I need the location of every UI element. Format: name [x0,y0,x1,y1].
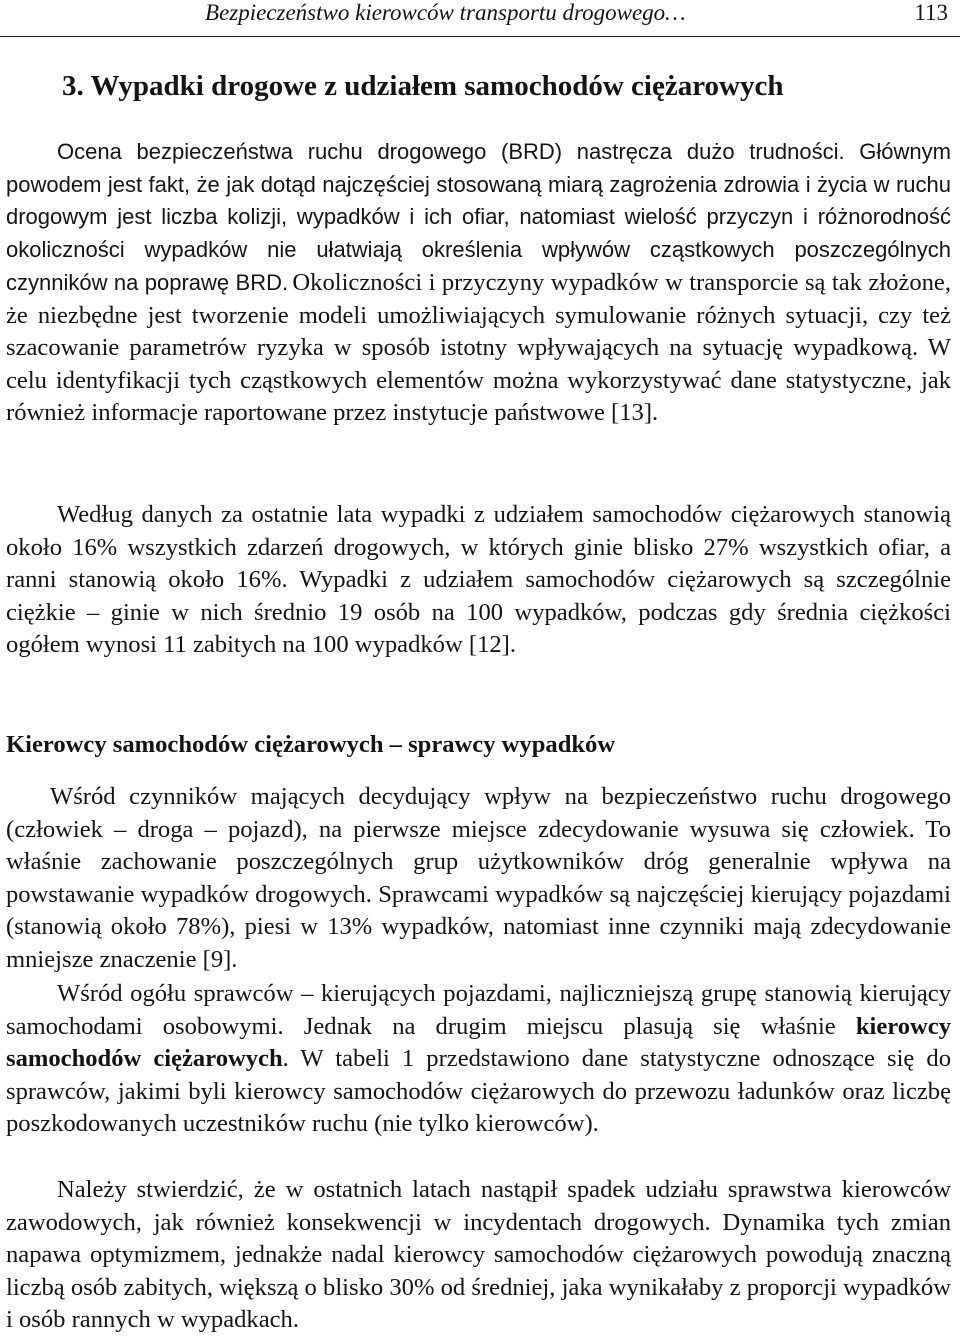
paragraph-intro-sans-text: Ocena bezpieczeństwa ruchu drogowego (BRD) nastręcza dużo trudności. Głównym powodem jest fakt, że jak dotąd najczęściej stosowaną miarą zagrożenia zdrowia i życia w ruchu drogowym jest liczba kolizji, wypadków i ich ofiar, natomiast wielość przyczyn i różnorodność okoliczności wypadków nie ułatwiają określenia wpływów cząstkowych poszczególnych czynników na poprawę BRD. [6,139,951,295]
paragraph-human-factor: Wśród czynników mających decydujący wpływ na bezpieczeństwo ruchu drogowego (człowiek – droga – pojazd), na pierwsze miejsce zdecydowanie wysuwa się człowiek. To właśnie zachowanie poszczególnych grup użytkowników dróg generalnie wpływa na powstawanie wypadków drogowych. Sprawcami wypadków są najczęściej kierujący pojazdami (stanowią około 78%), piesi w 13% wypadków, natomiast inne czynniki mają zdecydowanie mniejsze znaczenie [9]. [6,783,951,973]
paragraph-truck-drivers [6,978,951,1141]
paragraph-truck-drivers-rest: . W tabeli 1 przedstawiono dane statystyczne odnoszące się do sprawców, jakimi byli kierowcy samochodów ciężarowych do przewozu ładunków oraz liczbę poszkodowanych uczestników ruchu (nie tylko kierowców). [6,1045,951,1138]
paragraph-conclusion: Należy stwierdzić, że w ostatnich latach nastąpił spadek udziału sprawstwa kierowców zawodowych, jak również konsekwencji w incydentach drogowych. Dynamika tych zmian napawa optymizmem, jednakże nadal kierowcy samochodów ciężarowych powodują znaczną liczbą osób zabitych, większą o blisko 30% od średniej, jaka wynikałaby z proporcji wypadków i osób rannych w wypadkach. [6,1176,951,1334]
page-number: 113 [914,0,948,25]
section-title: 3. Wypadki drogowe z udziałem samochodów ciężarowych [62,70,784,102]
paragraph-intro-serif-text: Okoliczności i przyczyny wypadków w transporcie są tak złożone, że niezbędne jest tworzenie modeli umożliwiających symulowanie różnych sytuacji, czy też szacowanie parametrów ryzyka w sposób istotny wpływających na sytuację wypadkową. W celu identyfikacji tych cząstkowych elementów można wykorzystywać dane statystyczne, jak również informacje raportowane przez instytucje państwowe [13]. [6,268,951,427]
header-title: Bezpieczeństwo kierowców transportu drogowego… [205,0,686,25]
subsection-heading: Kierowcy samochodów ciężarowych – sprawcy wypadków [6,731,616,758]
paragraph-statistics: Według danych za ostatnie lata wypadki z udziałem samochodów ciężarowych stanowią około 16% wszystkich zdarzeń drogowych, w których ginie blisko 27% wszystkich ofiar, a ranni stanowią około 16%. Wypadki z udziałem samochodów ciężarowych są szczególnie ciężkie – ginie w nich średnio 19 osób na 100 wypadków, podczas gdy średnia ciężkości ogółem wynosi 11 zabitych na 100 wypadków [12]. [6,501,951,659]
paragraph-truck-drivers-lead: Wśród ogółu sprawców – kierujących pojazdami, najliczniejszą grupę stanowią kierujący samochodami osobowymi. Jednak na drugim miejscu plasują się właśnie [6,980,951,1040]
running-header [0,0,960,37]
emphasis-truck-drivers: kierowcy samochodów ciężarowych [6,1012,951,1073]
paragraph-intro [6,136,951,430]
